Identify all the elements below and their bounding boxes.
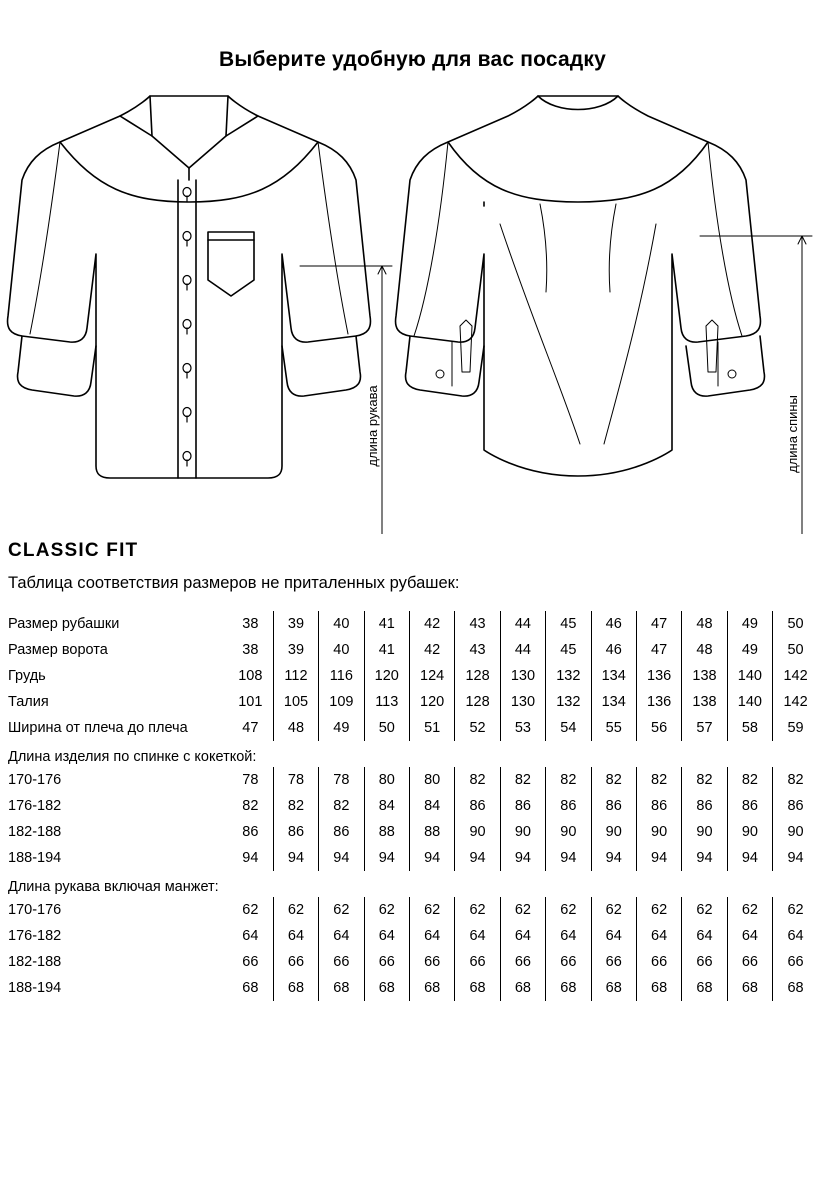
table-cell: 82 [319, 793, 364, 819]
table-cell: 64 [500, 923, 545, 949]
table-cell: 68 [364, 975, 409, 1001]
table-cell: 66 [409, 949, 454, 975]
table-cell: 64 [636, 923, 681, 949]
table-cell: 116 [319, 663, 364, 689]
table-cell: 53 [500, 715, 545, 741]
table-row [8, 637, 818, 663]
table-cell: 45 [546, 637, 591, 663]
row-label: Размер ворота [8, 642, 108, 658]
table-cell: 62 [500, 897, 545, 923]
table-cell: 90 [591, 819, 636, 845]
table-cell: 68 [591, 975, 636, 1001]
table-cell: 50 [773, 637, 818, 663]
table-cell: 47 [242, 720, 259, 736]
table-cell: 46 [591, 611, 636, 637]
table-cell: 46 [591, 637, 636, 663]
table-cell: 140 [727, 689, 772, 715]
table-row [8, 767, 818, 793]
table-cell: 80 [409, 767, 454, 793]
table-cell: 136 [636, 663, 681, 689]
table-cell: 62 [546, 897, 591, 923]
table-cell: 62 [591, 897, 636, 923]
table-row [8, 689, 818, 715]
table-cell: 94 [500, 845, 545, 871]
table-cell: 142 [773, 663, 818, 689]
size-table-body [8, 611, 818, 1001]
table-cell: 94 [319, 845, 364, 871]
table-cell: 78 [273, 767, 318, 793]
table-cell: 52 [455, 715, 500, 741]
table-cell: 38 [242, 616, 259, 632]
table-cell: 86 [242, 824, 259, 840]
table-cell: 90 [727, 819, 772, 845]
table-cell: 68 [636, 975, 681, 1001]
table-cell: 94 [636, 845, 681, 871]
table-cell: 86 [546, 793, 591, 819]
table-cell: 49 [727, 637, 772, 663]
shirt-diagrams [0, 84, 825, 534]
height-range-label: 188-194 [8, 850, 62, 866]
table-cell: 62 [273, 897, 318, 923]
table-cell: 94 [273, 845, 318, 871]
table-section-header [8, 871, 818, 897]
table-cell: 82 [682, 767, 727, 793]
height-range-label: 188-194 [8, 980, 62, 996]
table-cell: 62 [727, 897, 772, 923]
table-cell: 57 [682, 715, 727, 741]
table-cell: 78 [242, 772, 259, 788]
table-cell: 50 [773, 611, 818, 637]
table-cell: 64 [319, 923, 364, 949]
height-range-label: 170-176 [8, 902, 62, 918]
table-cell: 62 [364, 897, 409, 923]
table-cell: 66 [319, 949, 364, 975]
table-cell: 64 [773, 923, 818, 949]
table-cell: 64 [409, 923, 454, 949]
back-length-label: длина спины [785, 395, 800, 473]
section-label: Длина рукава включая манжет: [8, 879, 219, 895]
page-title: Выберите удобную для вас посадку [218, 48, 607, 71]
table-cell: 51 [409, 715, 454, 741]
table-cell: 48 [273, 715, 318, 741]
table-cell: 94 [546, 845, 591, 871]
table-row [8, 819, 818, 845]
size-table [8, 611, 818, 1001]
table-cell: 45 [546, 611, 591, 637]
table-row [8, 897, 818, 923]
height-range-label: 176-182 [8, 798, 62, 814]
table-cell: 80 [364, 767, 409, 793]
table-cell: 90 [682, 819, 727, 845]
table-cell: 134 [591, 689, 636, 715]
table-cell: 86 [319, 819, 364, 845]
table-cell: 38 [242, 642, 259, 658]
table-cell: 62 [319, 897, 364, 923]
table-row [8, 793, 818, 819]
table-cell: 55 [591, 715, 636, 741]
table-cell: 64 [682, 923, 727, 949]
table-cell: 130 [500, 689, 545, 715]
table-row [8, 949, 818, 975]
table-cell: 88 [364, 819, 409, 845]
table-cell: 128 [455, 689, 500, 715]
table-cell: 94 [455, 845, 500, 871]
table-row [8, 715, 818, 741]
table-cell: 66 [727, 949, 772, 975]
table-cell: 140 [727, 663, 772, 689]
table-cell: 56 [636, 715, 681, 741]
table-cell: 94 [591, 845, 636, 871]
table-cell: 68 [727, 975, 772, 1001]
table-cell: 66 [500, 949, 545, 975]
table-cell: 138 [682, 663, 727, 689]
height-range-label: 176-182 [8, 928, 62, 944]
table-cell: 68 [242, 980, 259, 996]
table-cell: 82 [546, 767, 591, 793]
table-section-header [8, 741, 818, 767]
table-cell: 105 [273, 689, 318, 715]
table-cell: 94 [682, 845, 727, 871]
height-range-label: 182-188 [8, 954, 62, 970]
table-row [8, 845, 818, 871]
table-cell: 48 [682, 637, 727, 663]
table-cell: 44 [500, 637, 545, 663]
row-label: Размер рубашки [8, 616, 120, 632]
table-cell: 41 [364, 637, 409, 663]
table-cell: 68 [319, 975, 364, 1001]
table-cell: 101 [238, 694, 263, 710]
table-cell: 82 [773, 767, 818, 793]
table-cell: 90 [455, 819, 500, 845]
table-cell: 82 [727, 767, 772, 793]
table-cell: 86 [500, 793, 545, 819]
table-cell: 86 [773, 793, 818, 819]
table-cell: 86 [591, 793, 636, 819]
table-cell: 78 [319, 767, 364, 793]
table-cell: 86 [682, 793, 727, 819]
table-cell: 86 [273, 819, 318, 845]
table-cell: 50 [364, 715, 409, 741]
table-cell: 66 [455, 949, 500, 975]
table-cell: 68 [273, 975, 318, 1001]
table-cell: 47 [636, 611, 681, 637]
table-row [8, 663, 818, 689]
table-row [8, 611, 818, 637]
table-cell: 43 [455, 611, 500, 637]
row-label: Грудь [8, 668, 46, 684]
table-cell: 94 [242, 850, 259, 866]
table-cell: 82 [242, 798, 259, 814]
shirt-illustrations [0, 84, 825, 534]
table-cell: 47 [636, 637, 681, 663]
table-cell: 64 [364, 923, 409, 949]
table-cell: 66 [591, 949, 636, 975]
table-cell: 42 [409, 637, 454, 663]
table-cell: 130 [500, 663, 545, 689]
table-cell: 54 [546, 715, 591, 741]
table-cell: 62 [682, 897, 727, 923]
table-cell: 132 [546, 663, 591, 689]
table-cell: 90 [500, 819, 545, 845]
section-label: Длина изделия по спинке с кокеткой: [8, 749, 257, 765]
table-cell: 62 [455, 897, 500, 923]
table-cell: 109 [319, 689, 364, 715]
table-cell: 108 [238, 668, 263, 684]
table-cell: 66 [273, 949, 318, 975]
table-cell: 134 [591, 663, 636, 689]
table-cell: 68 [500, 975, 545, 1001]
table-cell: 82 [500, 767, 545, 793]
table-cell: 94 [364, 845, 409, 871]
table-cell: 84 [364, 793, 409, 819]
table-cell: 113 [364, 689, 409, 715]
table-cell: 128 [455, 663, 500, 689]
table-cell: 68 [773, 975, 818, 1001]
table-cell: 64 [242, 928, 259, 944]
fit-subtitle: Таблица соответствия размеров не приталенных рубашек: [8, 574, 460, 592]
table-cell: 90 [546, 819, 591, 845]
table-cell: 59 [773, 715, 818, 741]
table-cell: 90 [773, 819, 818, 845]
table-cell: 120 [409, 689, 454, 715]
table-cell: 44 [500, 611, 545, 637]
table-cell: 86 [727, 793, 772, 819]
table-cell: 62 [636, 897, 681, 923]
sleeve-length-label: длина рукава [365, 385, 380, 467]
table-cell: 90 [636, 819, 681, 845]
table-cell: 84 [409, 793, 454, 819]
table-cell: 43 [455, 637, 500, 663]
table-cell: 64 [591, 923, 636, 949]
table-cell: 64 [727, 923, 772, 949]
table-cell: 94 [773, 845, 818, 871]
table-cell: 49 [727, 611, 772, 637]
table-cell: 62 [242, 902, 259, 918]
height-range-label: 170-176 [8, 772, 62, 788]
table-cell: 82 [273, 793, 318, 819]
table-cell: 64 [455, 923, 500, 949]
table-cell: 41 [364, 611, 409, 637]
table-cell: 142 [773, 689, 818, 715]
table-cell: 66 [546, 949, 591, 975]
table-cell: 82 [591, 767, 636, 793]
row-label: Ширина от плеча до плеча [8, 720, 188, 736]
row-label: Талия [8, 694, 49, 710]
table-cell: 88 [409, 819, 454, 845]
table-cell: 120 [364, 663, 409, 689]
table-cell: 82 [455, 767, 500, 793]
table-cell: 112 [273, 663, 318, 689]
table-cell: 82 [636, 767, 681, 793]
table-cell: 66 [682, 949, 727, 975]
table-row [8, 923, 818, 949]
table-cell: 86 [455, 793, 500, 819]
table-cell: 58 [727, 715, 772, 741]
table-cell: 39 [273, 611, 318, 637]
fit-name: CLASSIC FIT [8, 540, 139, 561]
table-cell: 66 [773, 949, 818, 975]
table-row [8, 975, 818, 1001]
table-cell: 68 [682, 975, 727, 1001]
table-cell: 42 [409, 611, 454, 637]
table-cell: 68 [546, 975, 591, 1001]
table-cell: 64 [273, 923, 318, 949]
table-cell: 39 [273, 637, 318, 663]
table-cell: 94 [727, 845, 772, 871]
table-cell: 66 [364, 949, 409, 975]
table-cell: 86 [636, 793, 681, 819]
table-cell: 40 [319, 611, 364, 637]
table-cell: 94 [409, 845, 454, 871]
table-cell: 64 [546, 923, 591, 949]
table-cell: 68 [409, 975, 454, 1001]
table-cell: 136 [636, 689, 681, 715]
table-cell: 66 [636, 949, 681, 975]
table-cell: 48 [682, 611, 727, 637]
table-cell: 124 [409, 663, 454, 689]
table-cell: 132 [546, 689, 591, 715]
table-cell: 68 [455, 975, 500, 1001]
table-cell: 138 [682, 689, 727, 715]
table-cell: 66 [242, 954, 259, 970]
table-cell: 62 [409, 897, 454, 923]
height-range-label: 182-188 [8, 824, 62, 840]
table-cell: 62 [773, 897, 818, 923]
table-cell: 49 [319, 715, 364, 741]
table-cell: 40 [319, 637, 364, 663]
